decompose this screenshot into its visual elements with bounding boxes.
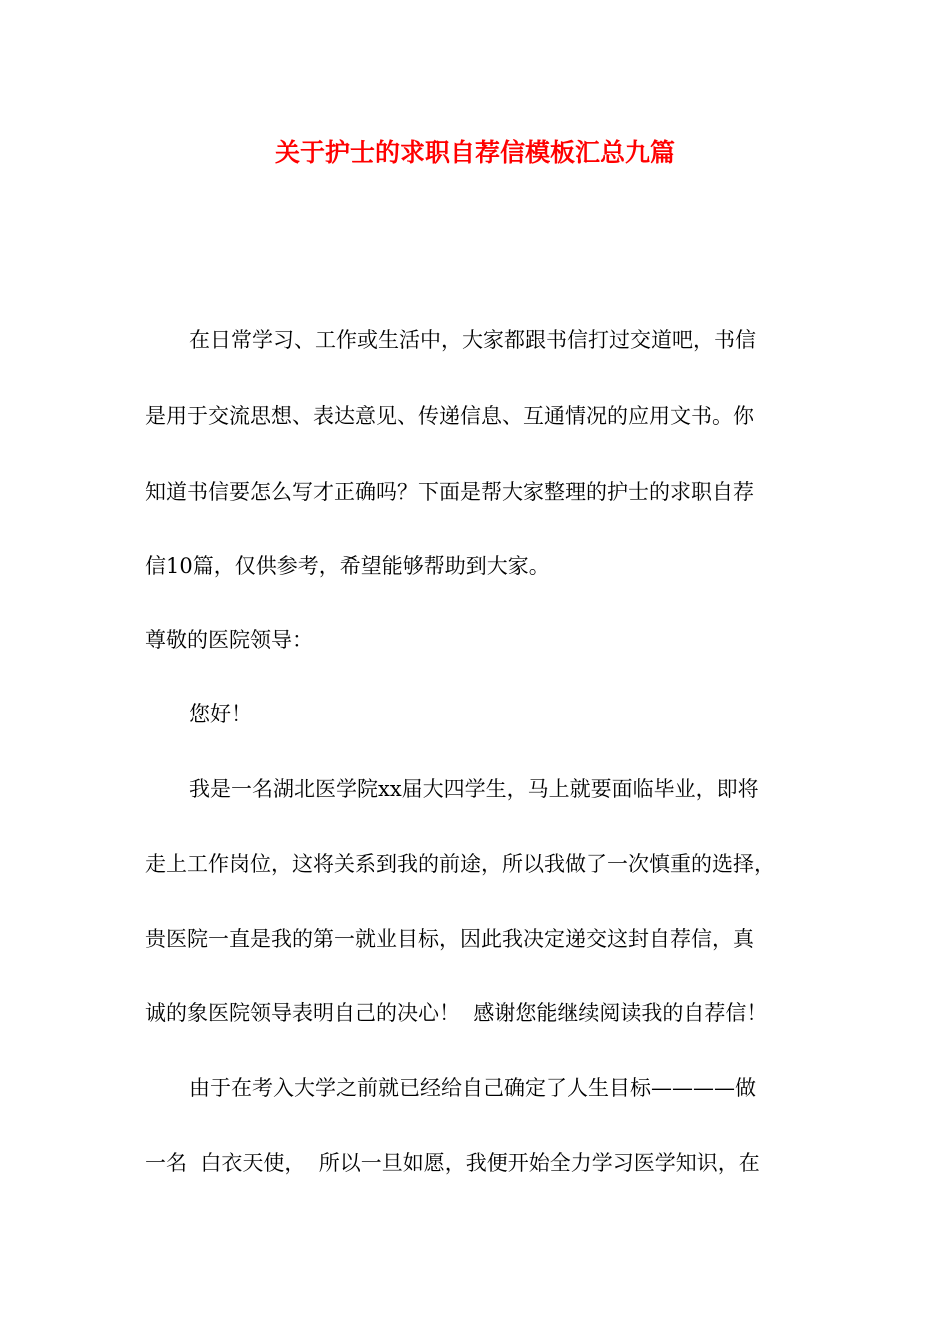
paragraph-line: 一名 白衣天使， 所以一旦如愿，我便开始全力学习医学知识，在 bbox=[145, 1151, 760, 1175]
paragraph-line: 知道书信要怎么写才正确吗？下面是帮大家整理的护士的求职自荐 bbox=[145, 480, 754, 504]
paragraph-line: 我是一名湖北医学院xx届大四学生，马上就要面临毕业，即将 bbox=[189, 777, 759, 801]
paragraph-line: 信10篇，仅供参考，希望能够帮助到大家。 bbox=[145, 554, 550, 578]
paragraph-line: 在日常学习、工作或生活中，大家都跟书信打过交道吧，书信 bbox=[189, 328, 756, 352]
greeting: 您好！ bbox=[189, 702, 252, 726]
paragraph-line: 由于在考入大学之前就已经给自己确定了人生目标————做 bbox=[189, 1076, 756, 1100]
salutation: 尊敬的医院领导： bbox=[145, 628, 313, 652]
paragraph-line: 走上工作岗位，这将关系到我的前途，所以我做了一次慎重的选择， bbox=[145, 852, 775, 876]
paragraph-line: 贵医院一直是我的第一就业目标，因此我决定递交这封自荐信，真 bbox=[145, 927, 754, 951]
paragraph-line: 诚的象医院领导表明自己的决心！ 感谢您能继续阅读我的自荐信！ bbox=[145, 1001, 768, 1025]
paragraph-line: 是用于交流思想、表达意见、传递信息、互通情况的应用文书。你 bbox=[145, 404, 754, 428]
document-title: 关于护士的求职自荐信模板汇总九篇 bbox=[274, 138, 675, 167]
